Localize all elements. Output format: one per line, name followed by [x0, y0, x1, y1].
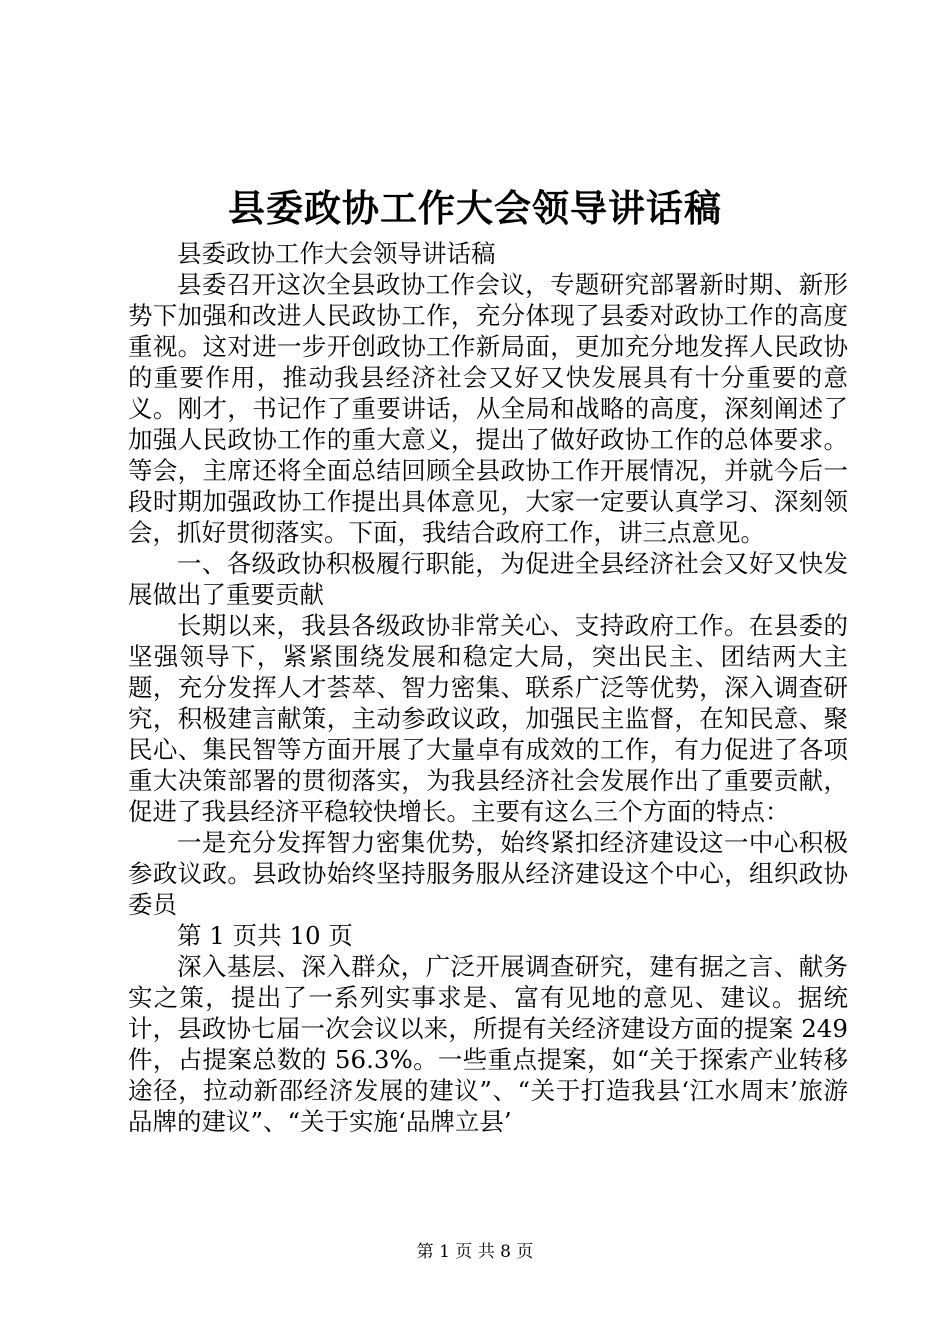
body-paragraph-contributions: 长期以来，我县各级政协非常关心、支持政府工作。在县委的坚强领导下，紧紧围绕发展和稳定大局，突出民主、团结两大主题，充分发挥人才荟萃、智力密集、联系广泛等优势，深入调查研究，积极建言献策，主动参政议政，加强民主监督，在知民意、聚民心、集民智等方面开展了大量卓有成效的工作，有力促进了各项重大决策部署的贯彻落实，为我县经济社会发展作出了重要贡献，促进了我县经济平稳较快增长。主要有这么三个方面的特点：	[128, 611, 848, 826]
page-footer: 第 1 页 共 8 页	[416, 1242, 534, 1262]
section-heading-one: 一、各级政协积极履行职能，为促进全县经济社会又好又快发展做出了重要贡献	[128, 549, 848, 609]
body-paragraph-point-one: 一是充分发挥智力密集优势，始终紧扣经济建设这一中心积极参政议政。县政协始终坚持服务服从经济建设这个中心，组织政协委员	[128, 828, 848, 919]
document-title: 县委政协工作大会领导讲话稿	[228, 186, 722, 230]
body-paragraph-intro: 县委召开这次全县政协工作会议，专题研究部署新时期、新形势下加强和改进人民政协工作，充分体现了县委对政协工作的高度重视。这对进一步开创政协工作新局面，更加充分地发挥人民政协的重要作用，推动我县经济社会又好又快发展具有十分重要的意义。刚才，书记作了重要讲话，从全局和战略的高度，深刻阐述了加强人民政协工作的重大意义，提出了做好政协工作的总体要求。等会，主席还将全面总结回顾全县政协工作开展情况，并就今后一段时期加强政协工作提出具体意见，大家一定要认真学习、深刻领会，抓好贯彻落实。下面，我结合政府工作，讲三点意见。	[128, 270, 848, 547]
document-body	[128, 238, 848, 1137]
body-paragraph-research: 深入基层、深入群众，广泛开展调查研究，建有据之言、献务实之策，提出了一系列实事求是、富有见地的意见、建议。据统计，县政协七届一次会议以来，所提有关经济建设方面的提案 249 件，占提案总数的 56.3%。一些重点提案，如“关于探索产业转移途径，拉动新邵经济发展的建议”、“关于打造我县‘江水周末’旅游品牌的建议”、“关于实施‘品牌立县’	[128, 952, 848, 1136]
body-paragraph-subtitle: 县委政协工作大会领导讲话稿	[177, 239, 496, 268]
inline-page-marker: 第 1 页共 10 页	[177, 921, 353, 950]
